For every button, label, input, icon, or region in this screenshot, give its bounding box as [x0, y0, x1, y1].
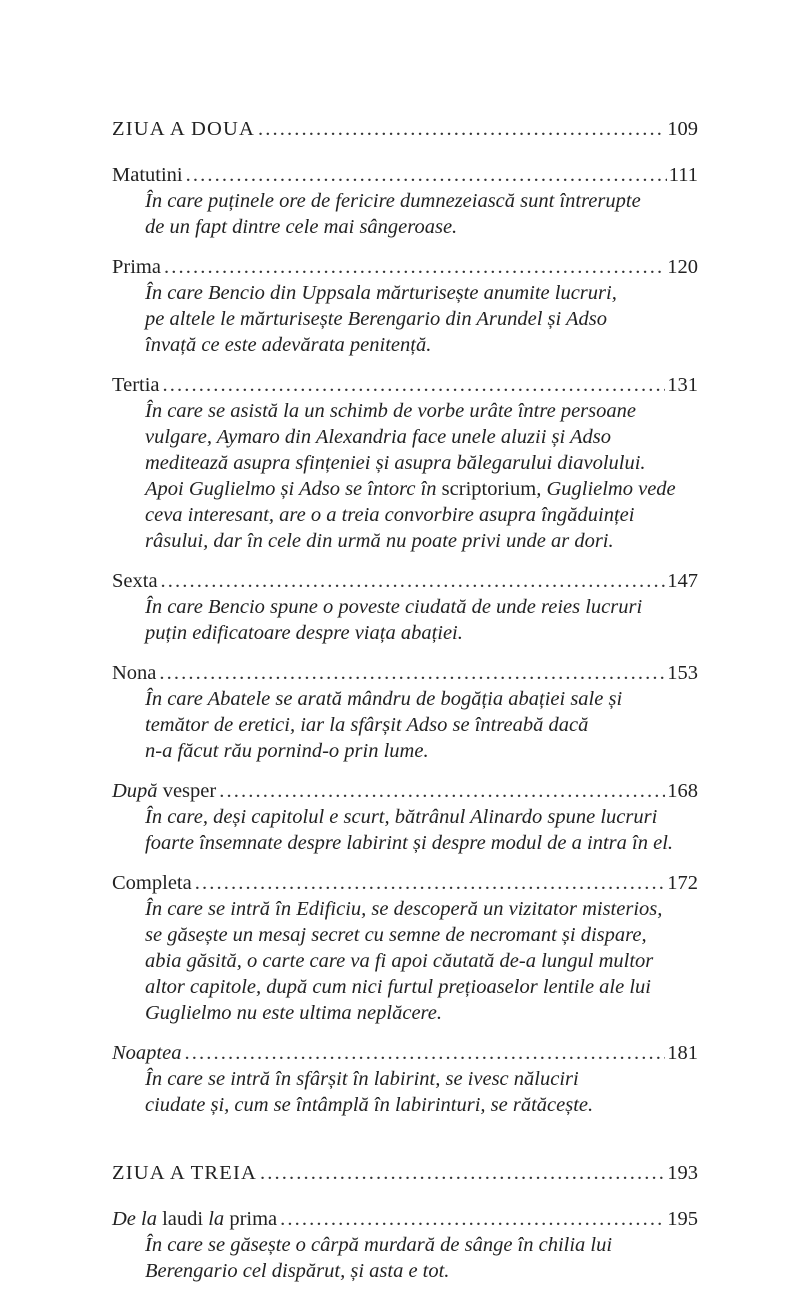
- entry-title: [112, 254, 164, 280]
- entry-title: [112, 372, 163, 398]
- page-number: 195: [667, 1208, 698, 1230]
- entry-description-line: [145, 502, 698, 528]
- description-segment: vulgare, Aymaro din Alexandria face unele aluzii și Adso: [145, 426, 611, 448]
- entry-description-line: [145, 922, 698, 948]
- description-segment: Apoi Guglielmo și Adso se întorc în: [145, 478, 442, 500]
- description-segment: În care se intră în Edificiu, se descoperă un vizitator misterios,: [145, 898, 663, 920]
- entry-title-part: Sexta: [112, 570, 158, 592]
- entry-heading: [112, 568, 698, 594]
- entry-title: [112, 1040, 184, 1066]
- entry-title-part: la: [208, 1208, 225, 1230]
- page-number: 172: [667, 872, 698, 894]
- entry-description-line: [145, 476, 698, 502]
- entry-description-line: [145, 280, 698, 306]
- description-segment: pe altele le mărturisește Berengario din Arundel și Adso: [145, 308, 607, 330]
- description-segment: ciudate și, cum se întâmplă în labirinturi, se rătăcește.: [145, 1094, 594, 1116]
- entry-title-part: Nona: [112, 662, 157, 684]
- entry-description-line: [145, 1066, 698, 1092]
- entry-heading: [112, 778, 698, 804]
- entry-title: [112, 870, 195, 896]
- description-segment: scriptorium: [441, 478, 537, 500]
- entry-title-part: laudi: [156, 1208, 209, 1230]
- description-segment: Berengario cel dispărut, și asta e tot.: [145, 1260, 450, 1282]
- entry-title-part: Noaptea: [112, 1042, 182, 1064]
- page-number: 181: [667, 1042, 698, 1064]
- entry-description-line: [145, 306, 698, 332]
- dot-leader: [184, 1040, 665, 1066]
- entry-title-part: Matutini: [112, 164, 183, 186]
- description-segment: puțin edificatoare despre viața abației.: [145, 622, 463, 644]
- description-segment: În care se intră în sfârșit în labirint, se ivesc năluciri: [145, 1068, 579, 1090]
- description-segment: În care se găsește o cârpă murdară de sânge în chilia lui: [145, 1234, 613, 1256]
- entry-description-line: [145, 620, 698, 646]
- description-segment: abia găsită, o carte care va fi apoi căutată de-a lungul multor: [145, 950, 654, 972]
- entry-heading: [112, 870, 698, 896]
- entry-heading: [112, 1206, 698, 1232]
- description-segment: învață ce este adevărata penitență.: [145, 334, 432, 356]
- entry-description-line: [145, 424, 698, 450]
- entry-description-line: [145, 1232, 698, 1258]
- description-segment: În care puținele ore de fericire dumnezeiască sunt întrerupte: [145, 190, 641, 212]
- entry-title: [112, 660, 159, 686]
- dot-leader: [164, 254, 665, 280]
- dot-leader: [260, 1160, 665, 1186]
- entry-description-line: [145, 804, 698, 830]
- entry-description-line: [145, 974, 698, 1000]
- day-title: ZIUA A TREIA: [112, 1162, 257, 1184]
- dot-leader: [159, 660, 665, 686]
- table-of-contents: [112, 116, 698, 1298]
- dot-leader: [219, 778, 665, 804]
- entry-title-part: De la: [112, 1208, 157, 1230]
- toc-entry: [112, 1040, 698, 1118]
- entry-description-line: [145, 450, 698, 476]
- toc-entry: [112, 660, 698, 764]
- page-number: 109: [667, 118, 698, 140]
- description-segment: se găsește un mesaj secret cu semne de necromant și dispare,: [145, 924, 647, 946]
- toc-entry: [112, 778, 698, 856]
- entry-heading: [112, 660, 698, 686]
- dot-leader: [161, 568, 666, 594]
- dot-leader: [195, 870, 666, 896]
- entry-description-line: [145, 686, 698, 712]
- description-segment: meditează asupra sfințeniei și asupra bălegarului diavolului.: [145, 452, 646, 474]
- entry-title: [112, 1206, 280, 1232]
- toc-entry: [112, 870, 698, 1026]
- dot-leader: [163, 372, 666, 398]
- entry-description-line: [145, 332, 698, 358]
- entry-description-line: [145, 1258, 698, 1284]
- description-segment: n-a făcut rău pornind-o prin lume.: [145, 740, 429, 762]
- entry-title: [112, 778, 219, 804]
- entry-title-part: Completa: [112, 872, 192, 894]
- page-number: 168: [667, 780, 698, 802]
- entry-heading: [112, 254, 698, 280]
- entry-title: [112, 162, 186, 188]
- description-segment: În care se asistă la un schimb de vorbe urâte între persoane: [145, 400, 636, 422]
- toc-entry: [112, 372, 698, 554]
- toc-entry: [112, 568, 698, 646]
- entry-description-line: [145, 712, 698, 738]
- description-segment: foarte însemnate despre labirint și despre modul de a intra în el.: [145, 832, 674, 854]
- entry-description-line: [145, 398, 698, 424]
- description-segment: În care Bencio din Uppsala mărturisește anumite lucruri,: [145, 282, 617, 304]
- description-segment: În care, deși capitolul e scurt, bătrânul Alinardo spune lucruri: [145, 806, 658, 828]
- toc-entry: [112, 1206, 698, 1284]
- day-title: ZIUA A DOUA: [112, 118, 256, 140]
- entry-heading: [112, 372, 698, 398]
- dot-leader: [186, 162, 667, 188]
- entry-description-line: [145, 896, 698, 922]
- entry-description-line: [145, 830, 698, 856]
- page-number: 120: [667, 256, 698, 278]
- entry-title-part: Tertia: [112, 374, 160, 396]
- description-segment: temător de eretici, iar la sfârșit Adso se întreabă dacă: [145, 714, 589, 736]
- day-heading: [112, 1160, 698, 1186]
- entry-description-line: [145, 1092, 698, 1118]
- entry-title-part: vesper: [157, 780, 217, 802]
- description-segment: În care Abatele se arată mândru de bogăția abației sale și: [145, 688, 623, 710]
- entry-description-line: [145, 528, 698, 554]
- page-number: 153: [667, 662, 698, 684]
- description-segment: altor capitole, după cum nici furtul prețioaselor lentile ale lui: [145, 976, 651, 998]
- description-segment: , Guglielmo vede: [536, 478, 676, 500]
- page-number: 111: [668, 164, 698, 186]
- entry-description-line: [145, 188, 698, 214]
- entry-description-line: [145, 948, 698, 974]
- section-gap: [112, 1132, 698, 1160]
- entry-description-line: [145, 594, 698, 620]
- entry-heading: [112, 162, 698, 188]
- entry-title-part: prima: [224, 1208, 278, 1230]
- description-segment: râsului, dar în cele din urmă nu poate privi unde ar dori.: [145, 530, 614, 552]
- entry-description-line: [145, 214, 698, 240]
- description-segment: ceva interesant, are o a treia convorbire asupra îngăduinței: [145, 504, 635, 526]
- entry-description-line: [145, 1000, 698, 1026]
- dot-leader: [258, 116, 665, 142]
- entry-description-line: [145, 738, 698, 764]
- toc-entry: [112, 162, 698, 240]
- day-heading: [112, 116, 698, 142]
- description-segment: de un fapt dintre cele mai sângeroase.: [145, 216, 458, 238]
- page-number: 131: [667, 374, 698, 396]
- entry-title-part: Prima: [112, 256, 161, 278]
- entry-title: [112, 568, 161, 594]
- entry-heading: [112, 1040, 698, 1066]
- page-number: 147: [667, 570, 698, 592]
- description-segment: Guglielmo nu este ultima neplăcere.: [145, 1002, 442, 1024]
- entry-title-part: După: [112, 780, 158, 802]
- description-segment: În care Bencio spune o poveste ciudată de unde reies lucruri: [145, 596, 643, 618]
- dot-leader: [280, 1206, 665, 1232]
- toc-entry: [112, 254, 698, 358]
- page-number: 193: [667, 1162, 698, 1184]
